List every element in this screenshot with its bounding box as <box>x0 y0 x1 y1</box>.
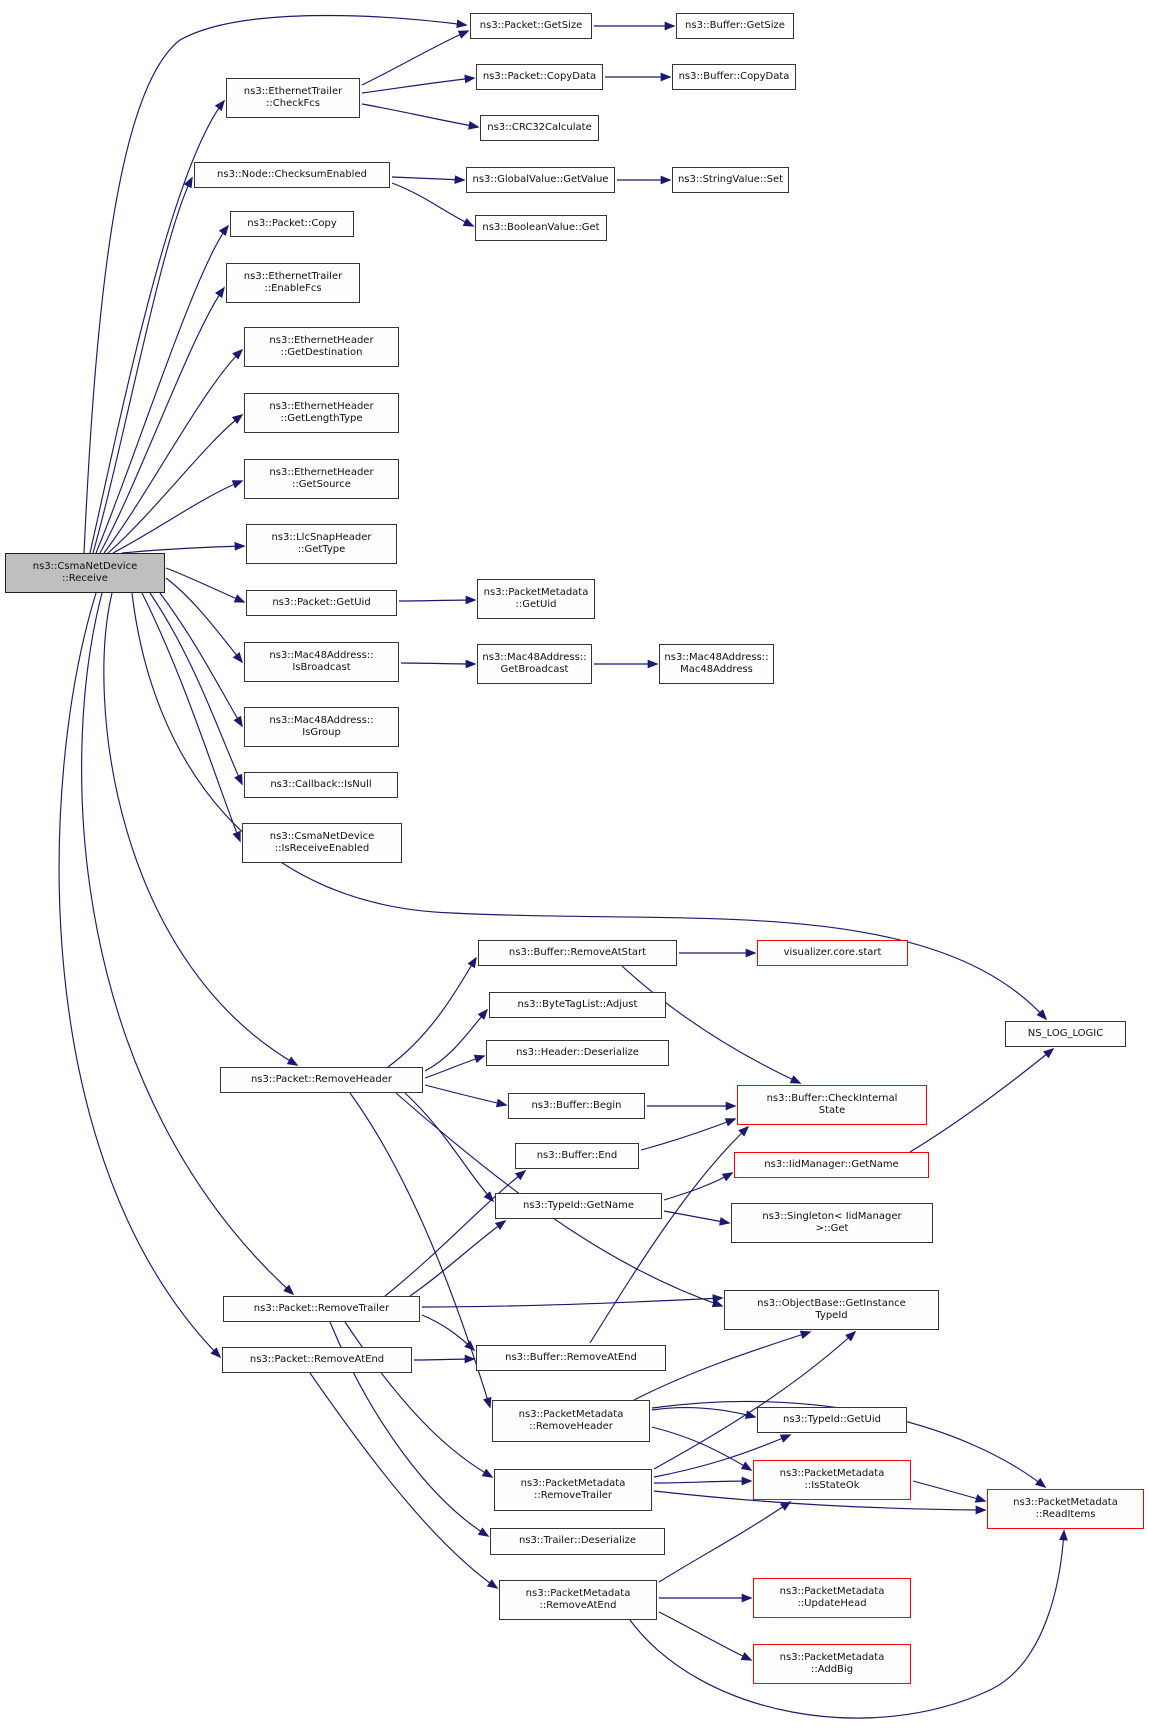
graph-node-label: ns3::Packet::RemoveHeader <box>250 1073 393 1085</box>
graph-node-label: ns3::CRC32Calculate <box>487 121 592 133</box>
graph-node-label: ns3::Callback::IsNull <box>270 778 372 790</box>
graph-node-label: ns3::EthernetHeader <box>269 466 374 478</box>
graph-node-label: Mac48Address <box>680 664 753 675</box>
graph-node-crc32[interactable] <box>480 115 599 141</box>
graph-node-label: ::IsReceiveEnabled <box>274 843 370 854</box>
graph-node-label: ns3::PacketMetadata <box>520 1477 626 1489</box>
graph-node-label: ns3::GlobalValue::GetValue <box>472 173 609 185</box>
graph-node-label: TypeId <box>815 1310 848 1321</box>
graph-node-isnull[interactable] <box>244 772 398 798</box>
graph-node-getinstancetypeid[interactable] <box>724 1290 939 1330</box>
graph-node-addbig[interactable] <box>753 1644 911 1684</box>
graph-node-label: ns3::EthernetTrailer <box>243 85 343 97</box>
graph-node-label: ns3::Packet::RemoveAtEnd <box>249 1353 385 1365</box>
graph-node-label: ::RemoveAtEnd <box>539 1600 617 1611</box>
graph-node-stringvalueset[interactable] <box>672 167 789 193</box>
graph-node-getlengthtype[interactable] <box>244 393 399 433</box>
graph-node-enablefcs[interactable] <box>226 263 360 303</box>
graph-node-label: IsGroup <box>302 727 341 738</box>
graph-node-label: ns3::Mac48Address:: <box>269 714 374 726</box>
graph-node-metagetuid[interactable] <box>477 579 595 619</box>
graph-node-label: ns3::Header::Deserialize <box>516 1046 639 1058</box>
graph-node-label: ns3::EthernetHeader <box>269 334 374 346</box>
graph-node-isbroadcast[interactable] <box>244 642 399 682</box>
graph-node-packetgetsize[interactable] <box>470 13 592 39</box>
graph-node-buffercopydata[interactable] <box>672 64 796 90</box>
graph-node-trailerdeserialize[interactable] <box>490 1528 665 1555</box>
graph-node-label: ns3::CsmaNetDevice <box>32 560 138 572</box>
graph-node-updatehead[interactable] <box>753 1578 911 1618</box>
graph-node-nsloglogic[interactable] <box>1005 1021 1126 1047</box>
graph-node-mac48addr[interactable] <box>659 644 774 684</box>
graph-node-label: ::GetSource <box>292 479 351 490</box>
graph-node-label: State <box>818 1105 846 1116</box>
graph-node-label: ns3::EthernetTrailer <box>243 270 343 282</box>
graph-node-bufferend[interactable] <box>515 1143 639 1169</box>
graph-node-packetcopydata[interactable] <box>476 64 603 90</box>
graph-node-label: ns3::PacketMetadata <box>525 1587 631 1599</box>
graph-node-metaremovetrailer[interactable] <box>494 1469 652 1511</box>
graph-node-label: ns3::Mac48Address:: <box>482 651 587 663</box>
graph-node-viscorestart[interactable] <box>757 940 908 966</box>
graph-node-label: ::Receive <box>62 573 108 584</box>
graph-node-label: ns3::Packet::GetUid <box>272 596 371 608</box>
graph-node-label: ns3::Packet::Copy <box>247 217 337 229</box>
graph-node-iidgetname[interactable] <box>734 1152 929 1178</box>
graph-node-isgroup[interactable] <box>244 707 399 747</box>
graph-node-label: ns3::Buffer::RemoveAtStart <box>508 946 647 958</box>
graph-node-label: ns3::Buffer::CopyData <box>678 70 790 82</box>
graph-node-label: ::CheckFcs <box>266 98 320 109</box>
graph-node-bytetagadjust[interactable] <box>489 992 666 1018</box>
graph-node-label: ns3::TypeId::GetUid <box>783 1413 881 1425</box>
graph-node-buffergetsize[interactable] <box>676 13 794 39</box>
graph-node-getdestination[interactable] <box>244 327 399 367</box>
graph-node-metaremoveheader[interactable] <box>492 1400 650 1442</box>
graph-node-label: ns3::Node::ChecksumEnabled <box>217 168 367 180</box>
graph-node-booleanget[interactable] <box>475 215 607 241</box>
graph-node-isstateok[interactable] <box>753 1460 911 1500</box>
graph-node-bufferremoveatend[interactable] <box>476 1345 666 1371</box>
graph-node-label: ns3::PacketMetadata <box>518 1408 624 1420</box>
graph-node-label: ::IsStateOk <box>804 1480 860 1491</box>
graph-node-metaremoveatend[interactable] <box>499 1580 657 1620</box>
graph-node-label: NS_LOG_LOGIC <box>1027 1027 1104 1039</box>
graph-node-label: ns3::Mac48Address:: <box>269 649 374 661</box>
graph-node-label: ns3::Buffer::CheckInternal <box>766 1092 898 1104</box>
graph-node-label: ns3::PacketMetadata <box>779 1651 885 1663</box>
graph-node-label: ns3::TypeId::GetName <box>523 1199 634 1211</box>
graph-node-label: ns3::CsmaNetDevice <box>269 830 375 842</box>
graph-node-label: ns3::LlcSnapHeader <box>271 531 372 543</box>
graph-node-checkinternal[interactable] <box>737 1085 927 1125</box>
graph-node-label: ns3::PacketMetadata <box>779 1467 885 1479</box>
graph-node-label: ::GetType <box>297 544 346 555</box>
graph-node-bufferremoveatstart[interactable] <box>478 940 677 966</box>
graph-node-label: visualizer.core.start <box>783 946 882 958</box>
graph-node-label: >::Get <box>815 1223 849 1234</box>
graph-node-label: ::ReadItems <box>1035 1509 1096 1520</box>
graph-node-singletonget[interactable] <box>731 1203 933 1243</box>
graph-node-label: ::RemoveTrailer <box>533 1490 613 1501</box>
graph-node-readitems[interactable] <box>987 1489 1144 1529</box>
graph-node-label: ns3::Packet::CopyData <box>482 70 597 82</box>
graph-node-label: ::UpdateHead <box>797 1598 867 1609</box>
graph-node-label: ns3::Packet::GetSize <box>479 19 583 31</box>
graph-node-label: ns3::Buffer::RemoveAtEnd <box>505 1351 637 1363</box>
graph-node-label: ns3::Buffer::Begin <box>531 1099 622 1111</box>
graph-node-checkfcs[interactable] <box>226 78 360 118</box>
graph-node-bufferbegin[interactable] <box>508 1093 645 1119</box>
graph-node-label: ns3::Mac48Address:: <box>664 651 769 663</box>
graph-node-packetcopy[interactable] <box>230 211 354 237</box>
graph-node-receive <box>5 553 165 593</box>
graph-node-label: GetBroadcast <box>500 664 569 675</box>
graph-node-label: ns3::Singleton< IidManager <box>762 1210 902 1222</box>
graph-node-packetremoveheader[interactable] <box>220 1067 423 1093</box>
graph-node-llcgettype[interactable] <box>246 524 397 564</box>
graph-node-headerdeserialize[interactable] <box>486 1040 669 1066</box>
graph-node-label: ns3::IidManager::GetName <box>764 1158 899 1170</box>
graph-node-label: ::EnableFcs <box>264 283 322 294</box>
graph-node-label: IsBroadcast <box>292 662 351 673</box>
graph-node-getsource[interactable] <box>244 459 399 499</box>
graph-node-label: ns3::Buffer::GetSize <box>685 19 785 31</box>
graph-node-label: ::GetLengthType <box>280 413 363 424</box>
graph-node-getbroadcast[interactable] <box>477 644 592 684</box>
graph-node-isreceiveenabled[interactable] <box>242 823 402 863</box>
graph-node-label: ::GetDestination <box>280 347 363 358</box>
graph-node-checksumenabled[interactable] <box>194 162 390 188</box>
graph-node-label: ::RemoveHeader <box>529 1421 613 1432</box>
graph-node-label: ns3::BooleanValue::Get <box>482 221 600 233</box>
graph-node-packetremoveatend[interactable] <box>222 1347 412 1373</box>
graph-node-label: ns3::EthernetHeader <box>269 400 374 412</box>
graph-node-label: ns3::PacketMetadata <box>1013 1496 1118 1508</box>
graph-node-label: ns3::PacketMetadata <box>779 1585 885 1597</box>
graph-node-label: ::GetUid <box>515 599 557 610</box>
graph-node-label: ns3::ObjectBase::GetInstance <box>757 1297 906 1309</box>
graph-node-label: ns3::ByteTagList::Adjust <box>517 998 638 1010</box>
graph-node-typeidgetuid[interactable] <box>757 1407 907 1433</box>
graph-node-label: ns3::StringValue::Set <box>677 173 784 185</box>
graph-node-globalgetvalue[interactable] <box>466 167 615 193</box>
graph-node-label: ns3::PacketMetadata <box>483 586 589 598</box>
graph-node-packetgetuid[interactable] <box>246 590 397 616</box>
graph-node-label: ns3::Packet::RemoveTrailer <box>253 1302 390 1314</box>
graph-node-typeidgetname[interactable] <box>495 1193 662 1219</box>
graph-node-label: ::AddBig <box>810 1664 854 1675</box>
graph-node-label: ns3::Buffer::End <box>536 1149 618 1161</box>
graph-node-label: ns3::Trailer::Deserialize <box>518 1535 637 1547</box>
graph-node-packetremovetrailer[interactable] <box>223 1296 420 1322</box>
